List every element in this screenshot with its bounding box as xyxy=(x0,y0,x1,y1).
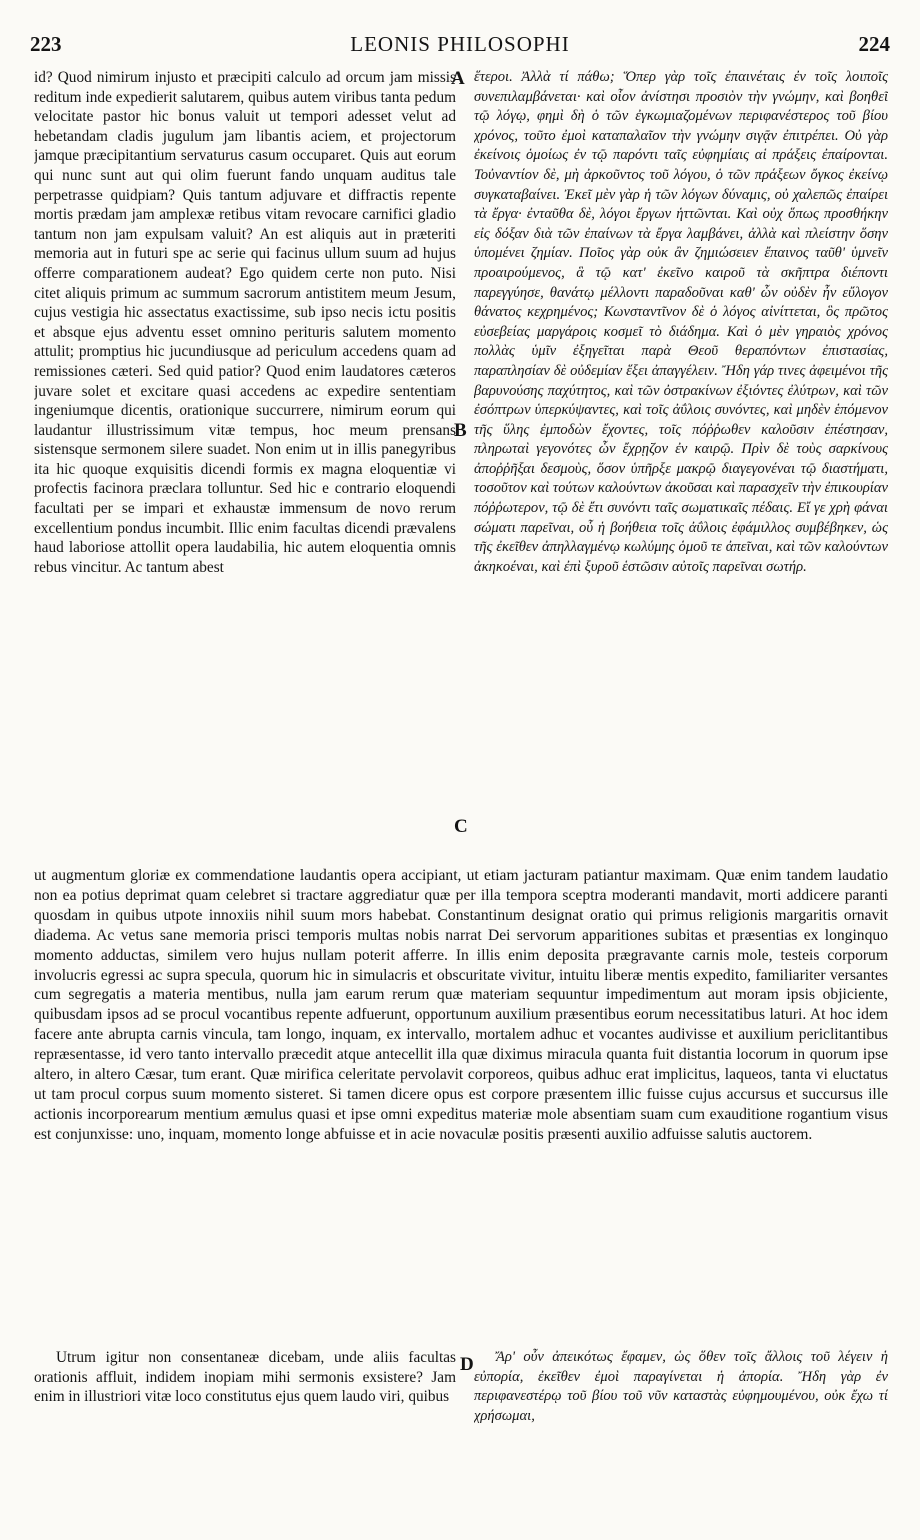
section-marker-b: B xyxy=(454,420,467,441)
greek-paragraph-bottom: Ἄρ' οὖν ἀπεικότως ἔφαμεν, ὡς ὅθεν τοῖς ἄλλοις τοῦ λέγειν ἡ εὐπορία, ἐκεῖθεν ἐμοὶ παραγίνεται ἡ ἀπορία. Ἤδη γὰρ ἐν περιφανεστέρῳ τοῦ βίου τοῦ νῦν καταστὰς εὐφημουμένου, οὐκ ἔχω τί χρήσωμαι, xyxy=(474,1349,888,1424)
right-page-number: 224 xyxy=(858,32,890,56)
greek-column-bottom xyxy=(474,1348,888,1538)
latin-column-bottom xyxy=(34,1348,456,1538)
greek-column-top xyxy=(474,68,888,868)
page-header xyxy=(30,32,890,62)
latin-paragraph: id? Quod nimirum injusto et præcipiti calculo ad orcum jam missis reditum inde expedierit salutarem, quibus autem viribus tanta pedum velocitate pastor hic bonus valuit ut tempori adesset velut ad hebetandam cladis jugulum jam libantis aciem, et projectorum jamque præcipitantium servaturus casum occuparet. Quis aut eorum qui nunc sunt aut qui olim fuerunt fando unquam auditus tale perpetrasse quidpiam? Quis tantum adjuvare et diffractis repente mortis prædam jam amplexæ retibus vitam revocare carnifici gladio tantum non jam expulsam valuit? An est aliquis aut in præteriti memoria aut in futuri spe ac serie qui facinus ullum suum ad hujus offerre comparationem audeat? Ego quidem certe non puto. Nisi citet aliquis primum ac summum sacrorum antistitem meum Jesum, cujus vestigia hic assectatus exactissime, sub ipso necis ictu positis et absque ejus adventu esset omnino perituris salutem momento attulit; promptius hic jucundiusque ad periculum accedens quam ad remissiones cæteri. Sed quid patior? Quod enim laudatores cæteros juvare solet et excitare quasi accedens ac expedire sententiam ingeniumque dicentis, orationique succurrere, nimirum eorum qui laudantur illustrissimum vitæ tempus, hoc meum prensans sistensque sermonem silere suadet. Non enim ut in illis panegyribus ita hic quoque exquisitis dicendi formis ex magna eloquentiæ vi profectis facinora præclara tolluntur. Sed hic e contrario eloquendi facultati per se impari et exhaustæ immensum de novo rerum excellentium pondus incumbit. Illic enim facultas dicendi prævalens haud laboriose attollit opera laudabilia, hic autem eloquentia omnis rebus vincitur. Ac tantum abest xyxy=(34,69,456,576)
latin-column-top xyxy=(34,68,456,868)
section-marker-d: D xyxy=(460,1354,474,1375)
left-page-number: 223 xyxy=(30,32,62,56)
running-title: LEONIS PHILOSOPHI xyxy=(350,32,570,56)
greek-paragraph: ἕτεροι. Ἀλλὰ τί πάθω; Ὅπερ γὰρ τοῖς ἐπαινέταις ἐν τοῖς λοιποῖς συνεπιλαμβάνεται· καὶ οἷον ἀνίστησι προσιὸν τὴν γνώμην, καὶ βοηθεῖ τῷ λόγῳ, φημὶ δὴ ὁ τῶν ἐγκωμιαζομένων περιφανέστερος τοῦ βίου χρόνος, τοῦτο ἐμοὶ καταπαλαῖον τὴν γνώμην σιγᾷν ἐπιτρέπει. Οὐ γὰρ ἐκείνοις ὁμοίως ἐν τῷ παρόντι ταῖς εὐφημίαις αἱ πράξεις ἐπαίρονται. Τοὐναντίον δὲ, μὴ ἀρκοῦντος τοῦ λόγου, ὁ τῶν πράξεων ὄγκος ἐκείνῳ συγκαταβαίνει. Ἐκεῖ μὲν γὰρ ἡ τῶν λόγων δύναμις, οὐ χαλεπῶς ἐπαίρει τὰ ἔργα· ἐνταῦθα δὲ, λόγοι ἔργων ἡττῶνται. Καὶ οὐχ ὅπως προσθήκην εἰς δόξαν διὰ τῶν ἐπαίνων τὰ ἔργα λαμβάνει, ἀλλὰ καὶ πλείστην ὅσην ὑπομένει ζημίαν. Ποῖος γὰρ οὐκ ἂν ζημιώσειεν ἔπαινος ταῦθ' ὑμνεῖν προαιρούμενος, ἃ τῷ κατ' ἐκεῖνο καιροῦ τὰ σκῆπτρα διέποντι παρεγγύησε, θανάτῳ μέλλοντι παραδοῦναι καθ' ὧν οὐδὲν ἦν εὔλογον θάνατος κεχρημένος; Κωνσταντῖνον δὲ ὁ λόγος αἰνίττεται, ὃς πρῶτος εὐσεβείας μαργάροις κοσμεῖ τὸ διάδημα. Καὶ ὁ μὲν γηραιὸς χρόνος πολλὰς ὑμῖν ἐξηγεῖται παρὰ Θεοῦ θεραπόντων ἐπιστασίας, παραπλησίαν δὲ οὐδεμίαν ἕξει ἀπαγγέλειν. Ἤδη γάρ τινες ἀφειμένοι τῆς βαρυνούσης παχύτητος, καὶ τῶν ὀστρακίνων ἐξιόντες ἐλύτρων, καὶ τῶν ἐσόπτρων ὑπερκύψαντες, καὶ τοῖς ἀΰλοις συνόντες, καὶ μηδὲν ἑπόμενον τῆς ὕλης ἐμποδὼν ἔχοντες, τοῖς πόῤῥωθεν καλοῦσιν ἐπέστησαν, πληρωταὶ γεγονότες ὧν ἔχρῃζον ἐν καιρῷ. Πρὶν δὲ τοὺς σαρκίνους ἀποῤῥῆξαι δεσμοὺς, ὅσον ὑπῆρξε μακρῷ διαγεγονέναι τῷ διαστήματι, τοσοῦτον καὶ τούτων καλούντων ἀκοῦσαι καὶ παρασχεῖν τὴν ἐπικουρίαν πόῤῥωτερον, τῷ δὲ ἔτι συνόντι ταῖς σωματικαῖς πέδαις. Εἴ γε χρὴ φάναι σώματι παρεῖναι, οὗ ἡ βοήθεια τοῖς ἀΰλοις ἐφάμιλλος συμβέβηκεν, ὡς τῆς ἐκεῖθεν ἀπηλλαγμένῳ κωλύμης ὁμοῦ τε ἀπεῖναι, καὶ τῶν καλούντων ἀκηκοέναι, καὶ ἐπὶ ξυροῦ ἑστῶσιν αὐτοῖς παρεῖναι σωτήρ. xyxy=(474,69,888,575)
section-marker-c: C xyxy=(454,816,468,837)
latin-paragraph-bottom: Utrum igitur non consentaneæ dicebam, unde aliis facultas orationis affluit, indidem inopiam mihi sermonis exsistere? Jam enim in illustriori vitæ loco constitutus ejus quem laudo viri, quibus xyxy=(34,1349,456,1406)
latin-full-paragraph: ut augmentum gloriæ ex commendatione laudantis opera accipiant, ut etiam jacturam patiantur maximam. Quæ enim tandem laudatio non ea potius deprimat quam celebret si tractare aggrediatur quæ per illa tempora sceptra moderanti mandavit, morti addicere paranti quosdam in quibus utpote innoxiis nihil suum mors habebat. Constantinum designat oratio qui primus religionis margaritis ornavit diadema. Ac vetus sane memoria prisci temporis multas nobis narrat Dei servorum apparitiones subitas et præsentias ex longinquo momento adductas, similem vero hujus nullam poterit afferre. In illis enim deposita prægravante carnis mole, testeis corporum involucris egressi ac supra specula, quorum hic in simulacris et obscuritate vivitur, intuitu liberæ mentis expedito, familiariter versantes cum segregatis a materia mentibus, nulla jam earum rerum quæ materiam sequuntur impedimentum aut moram ipsis objiciente, quibusdam ipsos ad se procul vocantibus repente adfuerunt, opportunum auxilium præsentibus eorum necessitatibus laturi. At hoc idem facere ante abrupta carnis vincula, tam longo, inquam, ex intervallo, mortalem adhuc et vocantes audivisse et auxilium periclitantibus repræsentasse, id vero tanto intervallo præcedit atque antecellit illa quæ diximus miracula quanta fuit distantia locorum in quorum ipse altero, in altero Cæsar, tum erant. Quæ mirifica celeritate pervolavit corporeos, quibus adhuc erat implicitus, laqueos, tanta vi eluctatus ut tam procul corpus suum momento sisteret. Si tamen dicere opus est corpore præsentem illic fuisse cujus accursus et succursus ille actionis incorporearum mentium æmulus quasi et ipse omni expeditus materiæ mole absentiam suam cum exauditione rogantium visus est conjunxisse: uno, inquam, momento longe abfuisse et in acie novaculæ positis præsenti auxilio adfuisse salutis auctorem. xyxy=(34,867,888,1143)
section-marker-a: A xyxy=(451,68,465,89)
